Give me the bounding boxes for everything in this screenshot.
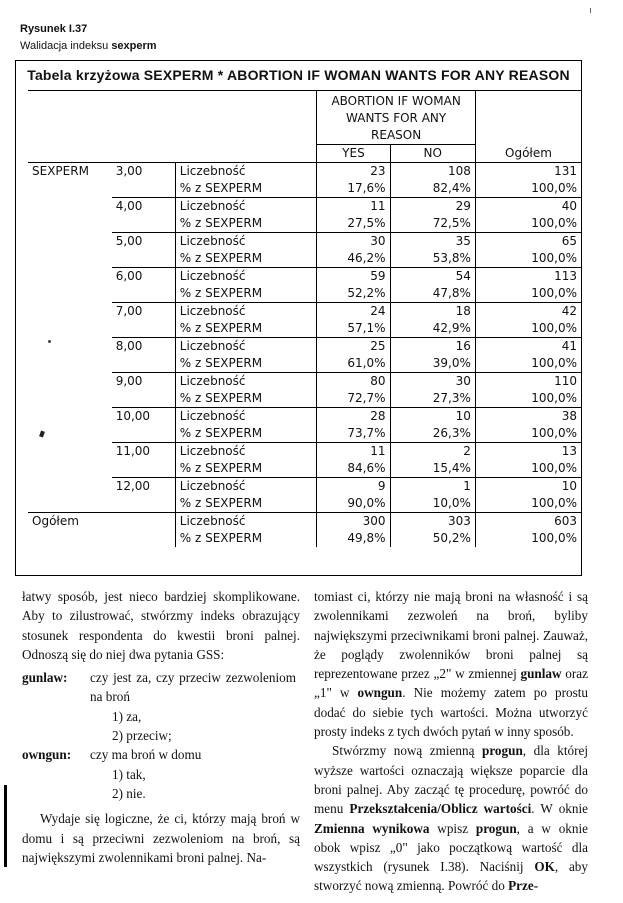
no-count: 54 (390, 268, 475, 286)
count-row (28, 338, 581, 356)
count-row (28, 443, 581, 461)
scan-dot (48, 340, 51, 343)
total-count: 38 (475, 408, 581, 426)
crosstab-table (28, 90, 581, 547)
row-value: 9,00 (112, 373, 176, 408)
row-value: 6,00 (112, 268, 176, 303)
percent-label: % z SEXPERM (175, 285, 317, 303)
text-run: . Nie możemy zatem po prostu dodać do siebie tych wartości. Można utworzyć prosty indeks z tych dwóch pytań w inny sposób. (314, 685, 588, 740)
text-run-bold: gunlaw (520, 666, 562, 682)
yes-percent: 17,6% (317, 180, 390, 198)
count-label: Liczebność (175, 513, 317, 531)
count-label: Liczebność (175, 373, 317, 391)
count-row (28, 478, 581, 496)
count-label: Liczebność (175, 268, 317, 286)
yes-count: 24 (317, 303, 390, 321)
no-percent: 10,0% (390, 495, 475, 513)
crosstab-figure (15, 60, 582, 576)
total-value-blank (112, 513, 176, 548)
yes-count: 30 (317, 233, 390, 251)
yes-count: 59 (317, 268, 390, 286)
figure-caption (20, 40, 157, 52)
no-percent: 39,0% (390, 355, 475, 373)
percent-label: % z SEXPERM (175, 180, 317, 198)
count-label: Liczebność (175, 338, 317, 356)
yes-percent: 57,1% (317, 320, 390, 338)
total-count: 113 (475, 268, 581, 286)
header-total: Ogółem (475, 91, 581, 163)
definition-key: gunlaw: (22, 670, 68, 686)
body-right-column (314, 587, 588, 896)
text-run: , dla której wyższe wartości oznaczają większe poparcie dla broni palnej. Aby zacząć tę procedurę, powróć do menu (314, 743, 588, 817)
percent-label: % z SEXPERM (175, 320, 317, 338)
percent-label: % z SEXPERM (175, 530, 317, 547)
no-count: 303 (390, 513, 475, 531)
total-percent: 100,0% (475, 355, 581, 373)
yes-percent: 73,7% (317, 425, 390, 443)
yes-percent: 72,7% (317, 390, 390, 408)
yes-count: 80 (317, 373, 390, 391)
total-percent: 100,0% (475, 530, 581, 547)
total-count: 110 (475, 373, 581, 391)
text-run-bold: Zmienna wynikowa (314, 820, 430, 836)
yes-percent: 46,2% (317, 250, 390, 268)
count-label: Liczebność (175, 198, 317, 216)
right-paragraph-2 (314, 741, 588, 895)
figure-number: Rysunek I.37 (20, 23, 88, 35)
no-percent: 15,4% (390, 460, 475, 478)
count-label: Liczebność (175, 303, 317, 321)
text-run: Stwórzmy nową zmienną (332, 743, 482, 759)
percent-label: % z SEXPERM (175, 250, 317, 268)
total-count: 40 (475, 198, 581, 216)
row-value: 3,00 (112, 163, 176, 198)
no-percent: 72,5% (390, 215, 475, 233)
total-count-row (28, 513, 581, 531)
no-count: 108 (390, 163, 475, 181)
text-run: , a w oknie obok wpisz „0" jako początkową wartość dla wszystkich (rysunek I.38). Naciśnij (314, 820, 588, 875)
scan-margin-bar (4, 785, 7, 867)
count-row (28, 163, 581, 181)
left-paragraph-1: łatwy sposób, jest nieco bardziej skomplikowane. Aby to zilustrować, stwórzmy indeks obrazujący stosunek respondenta do kwestii broni palnej. Odnoszą się do niej dwa pytania GSS: (22, 589, 300, 662)
total-count: 13 (475, 443, 581, 461)
total-count: 41 (475, 338, 581, 356)
yes-count: 300 (317, 513, 390, 531)
no-count: 2 (390, 443, 475, 461)
header-yes: YES (317, 145, 390, 163)
header-group: ABORTION IF WOMAN WANTS FOR ANY REASON (317, 91, 476, 145)
row-value: 4,00 (112, 198, 176, 233)
count-label: Liczebność (175, 233, 317, 251)
percent-label: % z SEXPERM (175, 215, 317, 233)
header-no: NO (390, 145, 475, 163)
yes-percent: 27,5% (317, 215, 390, 233)
count-row (28, 233, 581, 251)
row-value: 8,00 (112, 338, 176, 373)
no-count: 18 (390, 303, 475, 321)
crosstab-title: Tabela krzyżowa SEXPERM * ABORTION IF WOMAN WANTS FOR ANY REASON (27, 67, 570, 83)
count-row (28, 198, 581, 216)
row-value: 12,00 (112, 478, 176, 513)
definition-value: czy ma broń w domu (90, 747, 202, 763)
total-count: 131 (475, 163, 581, 181)
no-percent: 50,2% (390, 530, 475, 547)
count-label: Liczebność (175, 408, 317, 426)
no-percent: 47,8% (390, 285, 475, 303)
definition-value: czy jest za, czy przeciw zezwoleniom na broń (90, 670, 296, 705)
total-percent: 100,0% (475, 215, 581, 233)
no-percent: 42,9% (390, 320, 475, 338)
yes-count: 9 (317, 478, 390, 496)
header-blank (28, 91, 317, 163)
total-count: 10 (475, 478, 581, 496)
percent-label: % z SEXPERM (175, 495, 317, 513)
text-run: . W oknie (531, 801, 588, 817)
text-run: tomiast ci, którzy nie mają broni na własność i są zwolennikami zezwoleń na broń, byliby największymi przeciwnikami broni palnej. Zauważ, że poglądy zwolenników broni palnej są reprezentowane przez „2" w zmiennej (314, 589, 588, 682)
row-variable-label: SEXPERM (28, 163, 112, 513)
percent-label: % z SEXPERM (175, 460, 317, 478)
count-row (28, 268, 581, 286)
total-count: 42 (475, 303, 581, 321)
total-percent: 100,0% (475, 460, 581, 478)
figure-caption-text: Walidacja indeksu (20, 40, 112, 52)
no-count: 29 (390, 198, 475, 216)
yes-count: 28 (317, 408, 390, 426)
text-run-bold: progun (475, 820, 517, 836)
no-count: 1 (390, 478, 475, 496)
row-value: 7,00 (112, 303, 176, 338)
total-percent: 100,0% (475, 390, 581, 408)
definition-option: 1) za, (112, 708, 142, 724)
yes-percent: 61,0% (317, 355, 390, 373)
no-percent: 82,4% (390, 180, 475, 198)
definition-option: 2) nie. (112, 785, 146, 801)
count-row (28, 408, 581, 426)
count-row (28, 303, 581, 321)
total-percent: 100,0% (475, 425, 581, 443)
total-percent: 100,0% (475, 285, 581, 303)
text-run-bold: OK (534, 859, 555, 875)
no-count: 30 (390, 373, 475, 391)
yes-count: 25 (317, 338, 390, 356)
yes-percent: 49,8% (317, 530, 390, 547)
no-percent: 26,3% (390, 425, 475, 443)
count-row (28, 373, 581, 391)
definition-key: owngun: (22, 747, 72, 763)
text-run-bold: Przekształcenia/Oblicz wartości (349, 801, 532, 817)
definition-option: 1) tak, (112, 766, 146, 782)
total-count: 603 (475, 513, 581, 531)
percent-label: % z SEXPERM (175, 355, 317, 373)
text-run-bold: Prze- (508, 878, 539, 894)
count-label: Liczebność (175, 478, 317, 496)
yes-percent: 84,6% (317, 460, 390, 478)
no-count: 10 (390, 408, 475, 426)
text-run: , aby stworzyć nową zmienną. Powróć do (314, 859, 588, 894)
total-percent: 100,0% (475, 180, 581, 198)
total-label: Ogółem (28, 513, 112, 548)
count-label: Liczebność (175, 163, 317, 181)
percent-label: % z SEXPERM (175, 425, 317, 443)
percent-label: % z SEXPERM (175, 390, 317, 408)
definition-gunlaw (22, 668, 300, 705)
right-paragraph-1 (314, 587, 588, 741)
figure-caption-bold: sexperm (111, 40, 157, 52)
row-value: 5,00 (112, 233, 176, 268)
header-row-1 (28, 91, 581, 145)
yes-count: 23 (317, 163, 390, 181)
no-count: 35 (390, 233, 475, 251)
no-percent: 27,3% (390, 390, 475, 408)
total-percent: 100,0% (475, 320, 581, 338)
total-percent: 100,0% (475, 250, 581, 268)
yes-percent: 90,0% (317, 495, 390, 513)
no-percent: 53,8% (390, 250, 475, 268)
row-value: 10,00 (112, 408, 176, 443)
yes-percent: 52,2% (317, 285, 390, 303)
scan-mark (590, 8, 591, 13)
yes-count: 11 (317, 198, 390, 216)
count-label: Liczebność (175, 443, 317, 461)
row-value: 11,00 (112, 443, 176, 478)
yes-count: 11 (317, 443, 390, 461)
text-run: wpisz (429, 820, 476, 836)
total-percent: 100,0% (475, 495, 581, 513)
no-count: 16 (390, 338, 475, 356)
body-left-column (22, 587, 300, 867)
definition-option: 2) przeciw; (112, 728, 172, 744)
definition-owngun (22, 745, 300, 764)
total-count: 65 (475, 233, 581, 251)
text-run-bold: owngun (357, 685, 403, 701)
left-paragraph-2: Wydaje się logiczne, że ci, którzy mają broń w domu i są przeciwni zezwoleniom na broń, są największymi zwolennikami broni palnej. Na- (22, 811, 300, 865)
text-run-bold: progun (481, 743, 523, 759)
text-run: oraz „1" w (314, 666, 588, 701)
